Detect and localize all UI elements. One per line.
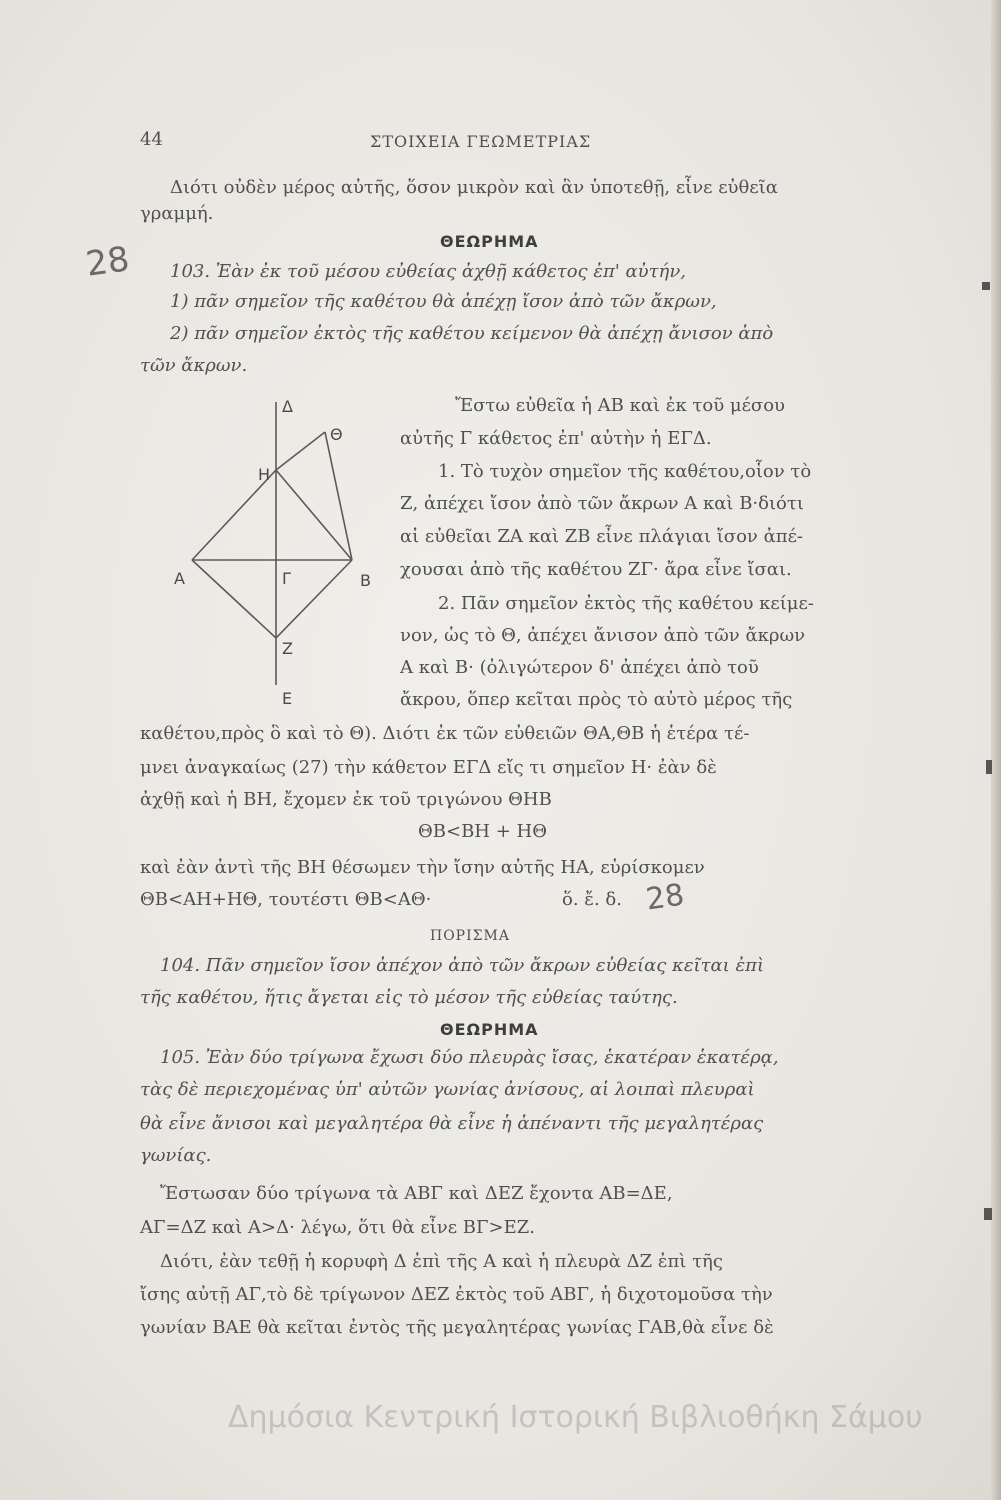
proof-line-4: Ζ, ἀπέχει ἴσον ἀπὸ τῶν ἄκρων Α καὶ Β·διότι	[400, 493, 804, 514]
segment-Theta-B	[325, 432, 352, 560]
theorem-103-line-2: 1) πᾶν σημεῖον τῆς καθέτου θὰ ἀπέχῃ ἴσον ἀπὸ τῶν ἄκρων,	[170, 291, 717, 312]
theorem-105-line-2: τὰς δὲ περιεχομένας ὑπ' αὐτῶν γωνίας ἀνίσους, αἱ λοιπαὶ πλευραὶ	[140, 1079, 755, 1100]
segment-HB	[276, 470, 352, 560]
page-number: 44	[140, 129, 163, 150]
label-zeta: Ζ	[282, 639, 293, 658]
proof-line-1: Ἔστω εὐθεῖα ἡ ΑΒ καὶ ἐκ τοῦ μέσου	[455, 395, 785, 416]
proof-line-6: χουσαι ἀπὸ τῆς καθέτου ΖΓ· ἄρα εἶνε ἴσαι.	[400, 559, 792, 580]
proof-line-2: αὐτῆς Γ κάθετος ἐπ' αὐτὴν ἡ ΕΓΔ.	[400, 428, 712, 449]
proof-line-12: μνει ἀναγκαίως (27) τὴν κάθετον ΕΓΔ εἴς τι σημεῖον Η· ἐὰν δὲ	[140, 757, 717, 778]
proof-line-9: Α καὶ Β· (ὀλιγώτερον δ' ἀπέχει ἀπὸ τοῦ	[400, 657, 759, 678]
qed-mark: ὅ. ἔ. δ.	[562, 889, 622, 910]
proof-line-3: 1. Τὸ τυχὸν σημεῖον τῆς καθέτου,οἷον τὸ	[438, 461, 812, 482]
proof-line-11: καθέτου,πρὸς ὃ καὶ τὸ Θ). Διότι ἐκ τῶν εὐθειῶν ΘΑ,ΘΒ ἡ ἑτέρα τέ-	[140, 723, 750, 744]
proof-105-line-1: Ἔστωσαν δύο τρίγωνα τὰ ΑΒΓ καὶ ΔΕΖ ἔχοντα ΑΒ=ΔΕ,	[160, 1183, 673, 1204]
intro-line-1: Διότι οὐδὲν μέρος αὐτῆς, ὅσον μικρὸν καὶ ἂν ὑποτεθῇ, εἶνε εὐθεῖα	[170, 177, 778, 198]
porism-104-line-2: τῆς καθέτου, ἥτις ἄγεται εἰς τὸ μέσον τῆς εὐθείας ταύτης.	[140, 987, 678, 1008]
proof-105-line-4: ἴσης αὐτῇ ΑΓ,τὸ δὲ τρίγωνον ΔΕΖ ἐκτὸς τοῦ ΑΒΓ, ἡ διχοτομοῦσα τὴν	[140, 1284, 773, 1305]
theorem-105-line-3: θὰ εἶνε ἄνισοι καὶ μεγαλητέρα θὰ εἶνε ἡ ἀπέναντι τῆς μεγαλητέρας	[140, 1113, 764, 1134]
handwritten-margin-note: 28	[83, 239, 132, 285]
segment-ZA	[192, 560, 276, 638]
page-speck	[986, 760, 992, 774]
theorem-105-line-4: γωνίας.	[140, 1145, 212, 1166]
running-title: ΣΤΟΙΧΕΙΑ ΓΕΩΜΕΤΡΙΑΣ	[370, 132, 592, 151]
proof-105-line-5: γωνίαν ΒΑΕ θὰ κεῖται ἐντὸς τῆς μεγαλητέρας γωνίας ΓΑΒ,θὰ εἶνε δὲ	[140, 1317, 774, 1338]
proof-line-8: νον, ὡς τὸ Θ, ἀπέχει ἄνισον ἀπὸ τῶν ἄκρων	[400, 625, 806, 646]
label-gamma: Γ	[282, 569, 291, 588]
handwritten-end-note: 28	[643, 877, 687, 918]
porism-heading: ΠΟΡΙΣΜΑ	[430, 928, 510, 944]
proof-line-7: 2. Πᾶν σημεῖον ἐκτὸς τῆς καθέτου κείμε-	[438, 593, 814, 614]
label-beta: Β	[360, 571, 371, 590]
intro-line-2: γραμμή.	[140, 203, 214, 224]
proof-line-13: ἀχθῇ καὶ ἡ ΒΗ, ἔχομεν ἐκ τοῦ τριγώνου ΘΗΒ	[140, 789, 552, 810]
geometry-figure	[170, 390, 390, 710]
proof-line-5: αἱ εὐθεῖαι ΖΑ καὶ ΖΒ εἶνε πλάγιαι ἴσον ἀπέ-	[400, 526, 803, 547]
library-watermark: Δημόσια Κεντρική Ιστορική Βιβλιοθήκη Σάμου	[228, 1400, 923, 1435]
label-delta: Δ	[282, 397, 293, 416]
page-edge	[991, 0, 1001, 1500]
porism-104-line-1: 104. Πᾶν σημεῖον ἴσον ἀπέχον ἀπὸ τῶν ἄκρων εὐθείας κεῖται ἐπὶ	[160, 955, 765, 976]
theorem-heading-2: ΘΕΩΡΗΜΑ	[440, 1020, 539, 1039]
proof-line-10: ἄκρου, ὅπερ κεῖται πρὸς τὸ αὐτὸ μέρος τῆς	[400, 689, 793, 710]
label-eta: Η	[258, 465, 271, 484]
proof-105-line-3: Διότι, ἐὰν τεθῇ ἡ κορυφὴ Δ ἐπὶ τῆς Α καὶ ἡ πλευρὰ ΔΖ ἐπὶ τῆς	[160, 1251, 723, 1272]
theorem-103-line-4: τῶν ἄκρων.	[140, 355, 248, 376]
theorem-103-line-1: 103. Ἐὰν ἐκ τοῦ μέσου εὐθείας ἀχθῇ κάθετος ἐπ' αὐτήν,	[170, 261, 686, 282]
page-speck	[984, 1208, 992, 1220]
label-epsilon: Ε	[282, 689, 293, 708]
inequality-2: ΘΒ<ΑΗ+ΗΘ, τουτέστι ΘΒ<ΑΘ·	[140, 889, 432, 910]
proof-line-14: καὶ ἐὰν ἀντὶ τῆς ΒΗ θέσωμεν τὴν ἴσην αὐτῆς ΗΑ, εὑρίσκομεν	[140, 857, 705, 878]
theorem-103-line-3: 2) πᾶν σημεῖον ἐκτὸς τῆς καθέτου κείμενον θὰ ἀπέχῃ ἄνισον ἀπὸ	[170, 323, 774, 344]
segment-H-Theta	[276, 432, 325, 470]
page-speck	[982, 282, 990, 290]
theorem-heading-1: ΘΕΩΡΗΜΑ	[440, 232, 539, 251]
label-alpha: Α	[174, 569, 185, 588]
theorem-105-line-1: 105. Ἐὰν δύο τρίγωνα ἔχωσι δύο πλευρὰς ἴσας, ἑκατέραν ἑκατέρᾳ,	[160, 1047, 779, 1068]
inequality-1: ΘΒ<ΒΗ + ΗΘ	[418, 821, 547, 842]
proof-105-line-2: ΑΓ=ΔΖ καὶ Α>Δ· λέγω, ὅτι θὰ εἶνε ΒΓ>ΕΖ.	[140, 1217, 535, 1238]
label-theta: Θ	[330, 425, 343, 444]
